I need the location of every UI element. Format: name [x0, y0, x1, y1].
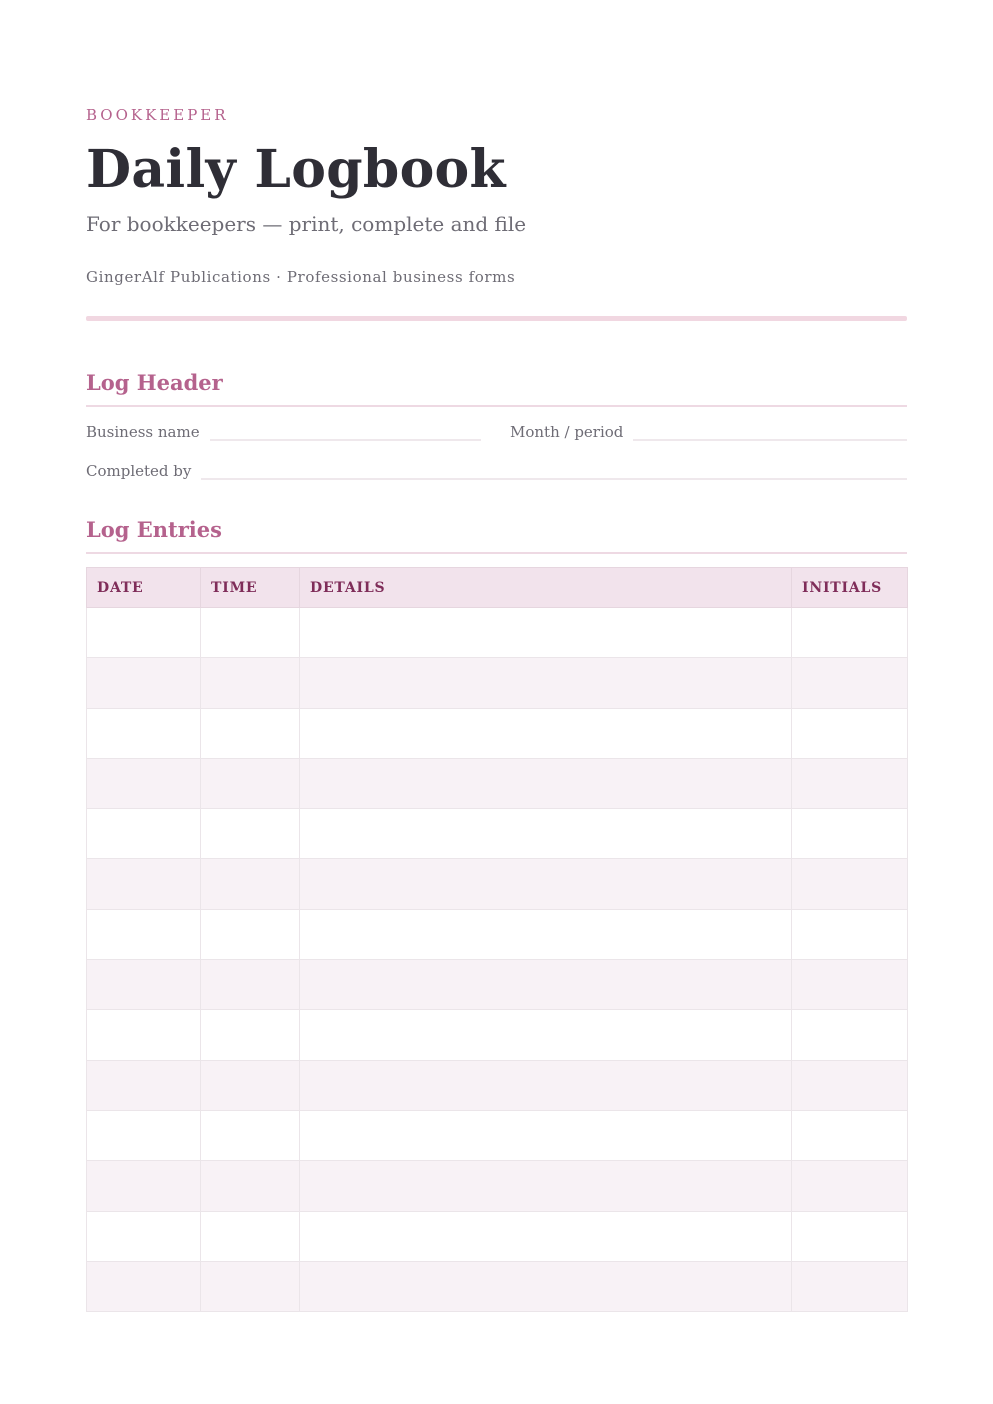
cell-details[interactable]: [300, 708, 792, 758]
month-period-input-line[interactable]: [633, 423, 907, 441]
table-row: [87, 960, 908, 1010]
cell-time[interactable]: [201, 1110, 300, 1160]
cell-initials[interactable]: [792, 1060, 908, 1110]
cell-date[interactable]: [87, 909, 201, 959]
cell-time[interactable]: [201, 909, 300, 959]
cell-time[interactable]: [201, 960, 300, 1010]
cell-initials[interactable]: [792, 1261, 908, 1311]
cell-date[interactable]: [87, 1261, 201, 1311]
cell-initials[interactable]: [792, 608, 908, 658]
cell-date[interactable]: [87, 859, 201, 909]
business-name-input-line[interactable]: [210, 423, 481, 441]
cell-date[interactable]: [87, 1010, 201, 1060]
cell-initials[interactable]: [792, 1110, 908, 1160]
log-entries-table: [86, 567, 908, 1312]
business-name-field[interactable]: [86, 423, 481, 441]
table-row: [87, 1211, 908, 1261]
cell-details[interactable]: [300, 859, 792, 909]
cell-details[interactable]: [300, 1211, 792, 1261]
cell-details[interactable]: [300, 658, 792, 708]
cell-details[interactable]: [300, 1161, 792, 1211]
cell-date[interactable]: [87, 1161, 201, 1211]
cell-time[interactable]: [201, 658, 300, 708]
business-name-label: Business name: [86, 423, 200, 441]
field-row-1: [86, 423, 907, 441]
section-title-log-entries: Log Entries: [86, 517, 907, 554]
cell-initials[interactable]: [792, 658, 908, 708]
table-row: [87, 658, 908, 708]
cell-time[interactable]: [201, 859, 300, 909]
cell-details[interactable]: [300, 758, 792, 808]
cell-details[interactable]: [300, 909, 792, 959]
header-divider: [86, 316, 907, 321]
cell-time[interactable]: [201, 708, 300, 758]
publisher-line: GingerAlf Publications · Professional business forms: [86, 268, 516, 286]
page-title: Daily Logbook: [86, 139, 506, 200]
cell-time[interactable]: [201, 1010, 300, 1060]
cell-date[interactable]: [87, 1060, 201, 1110]
table-row: [87, 1010, 908, 1060]
cell-time[interactable]: [201, 1211, 300, 1261]
cell-date[interactable]: [87, 658, 201, 708]
column-header-date: DATE: [87, 568, 201, 608]
table-row: [87, 1161, 908, 1211]
cell-date[interactable]: [87, 1211, 201, 1261]
cell-date[interactable]: [87, 708, 201, 758]
table-row: [87, 1060, 908, 1110]
cell-details[interactable]: [300, 809, 792, 859]
page-subtitle: For bookkeepers — print, complete and file: [86, 212, 527, 236]
month-period-label: Month / period: [510, 423, 624, 441]
table-row: [87, 608, 908, 658]
table-row: [87, 1110, 908, 1160]
table-header-row: [87, 568, 908, 608]
cell-date[interactable]: [87, 960, 201, 1010]
cell-details[interactable]: [300, 1010, 792, 1060]
table-row: [87, 859, 908, 909]
table-row: [87, 1261, 908, 1311]
column-header-time: TIME: [201, 568, 300, 608]
completed-by-field[interactable]: [86, 462, 907, 480]
cell-initials[interactable]: [792, 809, 908, 859]
cell-time[interactable]: [201, 1261, 300, 1311]
cell-date[interactable]: [87, 809, 201, 859]
cell-initials[interactable]: [792, 909, 908, 959]
table-row: [87, 809, 908, 859]
cell-time[interactable]: [201, 1161, 300, 1211]
cell-initials[interactable]: [792, 758, 908, 808]
eyebrow-label: BOOKKEEPER: [86, 106, 229, 124]
table-row: [87, 708, 908, 758]
cell-initials[interactable]: [792, 1211, 908, 1261]
field-row-2: [86, 462, 907, 480]
cell-date[interactable]: [87, 608, 201, 658]
completed-by-label: Completed by: [86, 462, 192, 480]
cell-initials[interactable]: [792, 960, 908, 1010]
cell-time[interactable]: [201, 608, 300, 658]
cell-details[interactable]: [300, 1261, 792, 1311]
month-period-field[interactable]: [510, 423, 907, 441]
cell-initials[interactable]: [792, 708, 908, 758]
table-body: [87, 608, 908, 1312]
cell-initials[interactable]: [792, 1010, 908, 1060]
table-row: [87, 909, 908, 959]
cell-date[interactable]: [87, 1110, 201, 1160]
cell-details[interactable]: [300, 608, 792, 658]
cell-time[interactable]: [201, 1060, 300, 1110]
cell-details[interactable]: [300, 960, 792, 1010]
table-row: [87, 758, 908, 808]
completed-by-input-line[interactable]: [201, 462, 907, 480]
column-header-initials: INITIALS: [792, 568, 908, 608]
cell-time[interactable]: [201, 758, 300, 808]
section-title-log-header: Log Header: [86, 370, 907, 407]
cell-time[interactable]: [201, 809, 300, 859]
cell-date[interactable]: [87, 758, 201, 808]
column-header-details: DETAILS: [300, 568, 792, 608]
cell-initials[interactable]: [792, 1161, 908, 1211]
cell-details[interactable]: [300, 1110, 792, 1160]
cell-details[interactable]: [300, 1060, 792, 1110]
cell-initials[interactable]: [792, 859, 908, 909]
